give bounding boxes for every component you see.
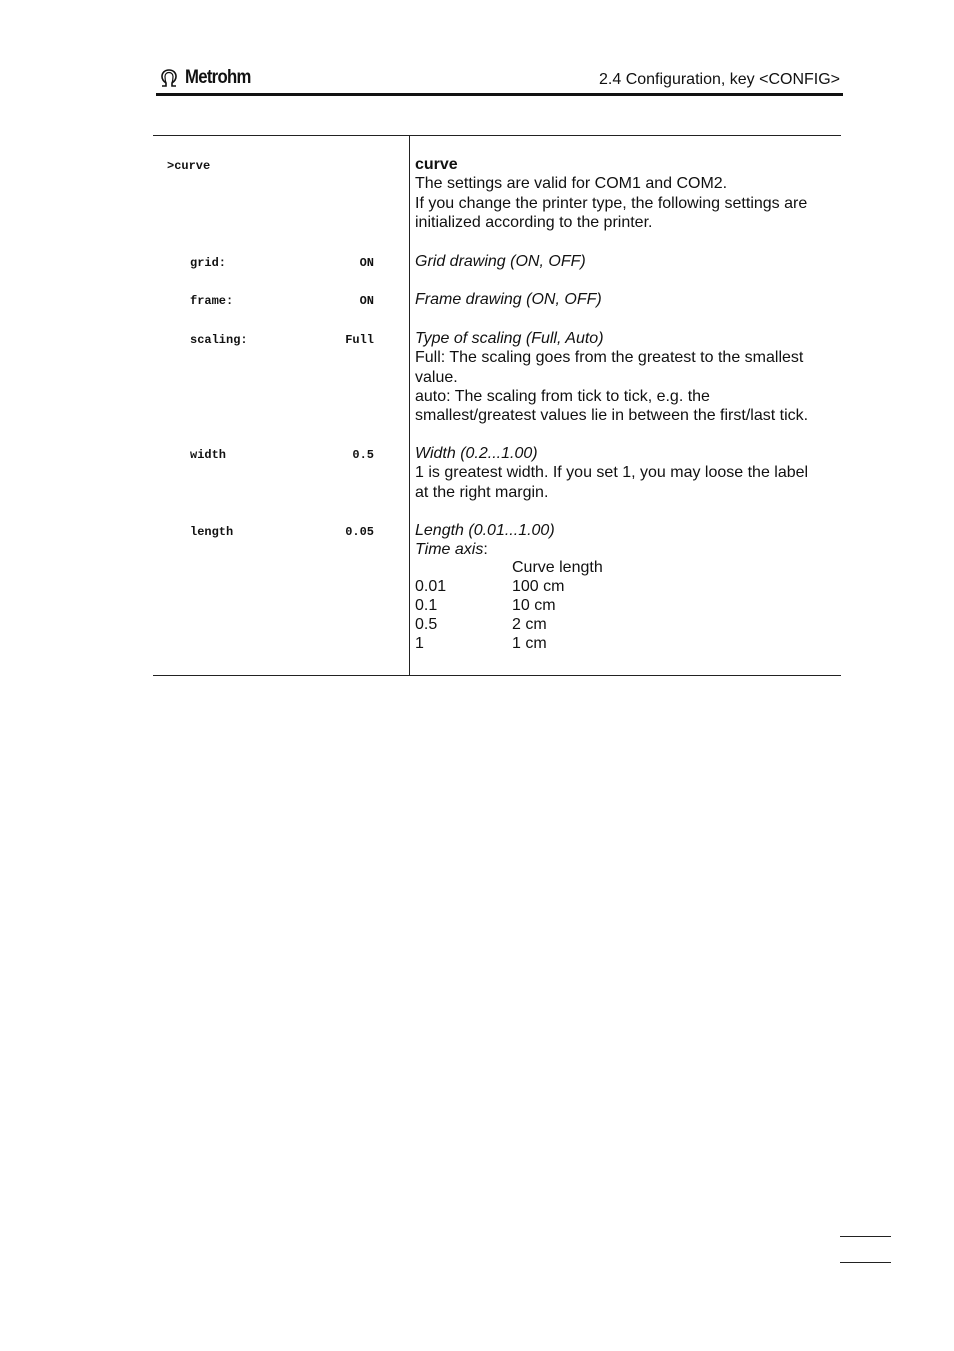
omega-logo-icon xyxy=(158,67,180,89)
curve-desc-line: initialized according to the printer. xyxy=(415,213,653,231)
param-name-scaling: scaling: xyxy=(190,333,248,347)
length-table-value: 0.1 xyxy=(415,597,438,614)
length-table-value: 0.01 xyxy=(415,578,447,595)
scaling-desc-line: auto: The scaling from tick to tick, e.g. the xyxy=(415,387,710,405)
length-table-value: 1 xyxy=(415,635,424,652)
table-bottom-rule xyxy=(153,675,841,676)
metrohm-logo xyxy=(158,66,260,90)
scaling-description xyxy=(415,329,840,425)
frame-description xyxy=(415,290,840,309)
length-table-length: 100 cm xyxy=(512,578,565,595)
time-axis-label xyxy=(415,540,840,559)
width-desc-line: at the right margin. xyxy=(415,483,549,501)
menu-title: >curve xyxy=(167,159,211,173)
length-table-value: 0.5 xyxy=(415,616,438,633)
param-name-frame: frame: xyxy=(190,294,234,308)
frame-heading: Frame drawing (ON, OFF) xyxy=(415,291,602,308)
grid-description xyxy=(415,252,840,271)
grid-heading: Grid drawing (ON, OFF) xyxy=(415,253,586,270)
time-axis-text: Time axis xyxy=(415,541,484,559)
param-value-width: 0.5 xyxy=(352,448,374,462)
scaling-desc-line: Full: The scaling goes from the greatest to the smallest xyxy=(415,349,804,367)
section-title: 2.4 Configuration, key <CONFIG> xyxy=(599,71,840,88)
param-value-grid: ON xyxy=(359,256,374,270)
length-description xyxy=(415,521,840,560)
param-name-grid: grid: xyxy=(190,256,227,270)
length-table-length: 2 cm xyxy=(512,616,547,633)
curve-length-header: Curve length xyxy=(512,559,603,576)
curve-desc-line: The settings are valid for COM1 and COM2. xyxy=(415,175,728,193)
table-top-rule xyxy=(153,135,841,136)
param-value-scaling: Full xyxy=(345,333,374,347)
param-name-width: width xyxy=(190,448,227,462)
time-axis-colon: : xyxy=(483,541,488,559)
param-value-length: 0.05 xyxy=(345,525,374,539)
width-description xyxy=(415,444,840,502)
width-heading: Width (0.2...1.00) xyxy=(415,445,538,462)
curve-desc-line: If you change the printer type, the following settings are xyxy=(415,194,808,212)
header-rule xyxy=(156,93,843,96)
column-divider xyxy=(409,135,410,676)
width-desc-line: 1 is greatest width. If you set 1, you may loose the label xyxy=(415,464,809,482)
scaling-desc-line: smallest/greatest values lie in between the first/last tick. xyxy=(415,407,809,425)
length-table-length: 10 cm xyxy=(512,597,556,614)
scaling-heading: Type of scaling (Full, Auto) xyxy=(415,330,604,347)
length-table-length: 1 cm xyxy=(512,635,547,652)
curve-description xyxy=(415,155,840,232)
logo-text: Metrohm xyxy=(185,67,251,88)
param-name-length: length xyxy=(190,525,234,539)
param-value-frame: ON xyxy=(359,294,374,308)
curve-heading: curve xyxy=(415,156,458,173)
scaling-desc-line: value. xyxy=(415,368,458,386)
length-heading: Length (0.01...1.00) xyxy=(415,522,555,539)
footer-rule-top xyxy=(840,1236,891,1237)
footer-rule-bottom xyxy=(840,1262,891,1263)
